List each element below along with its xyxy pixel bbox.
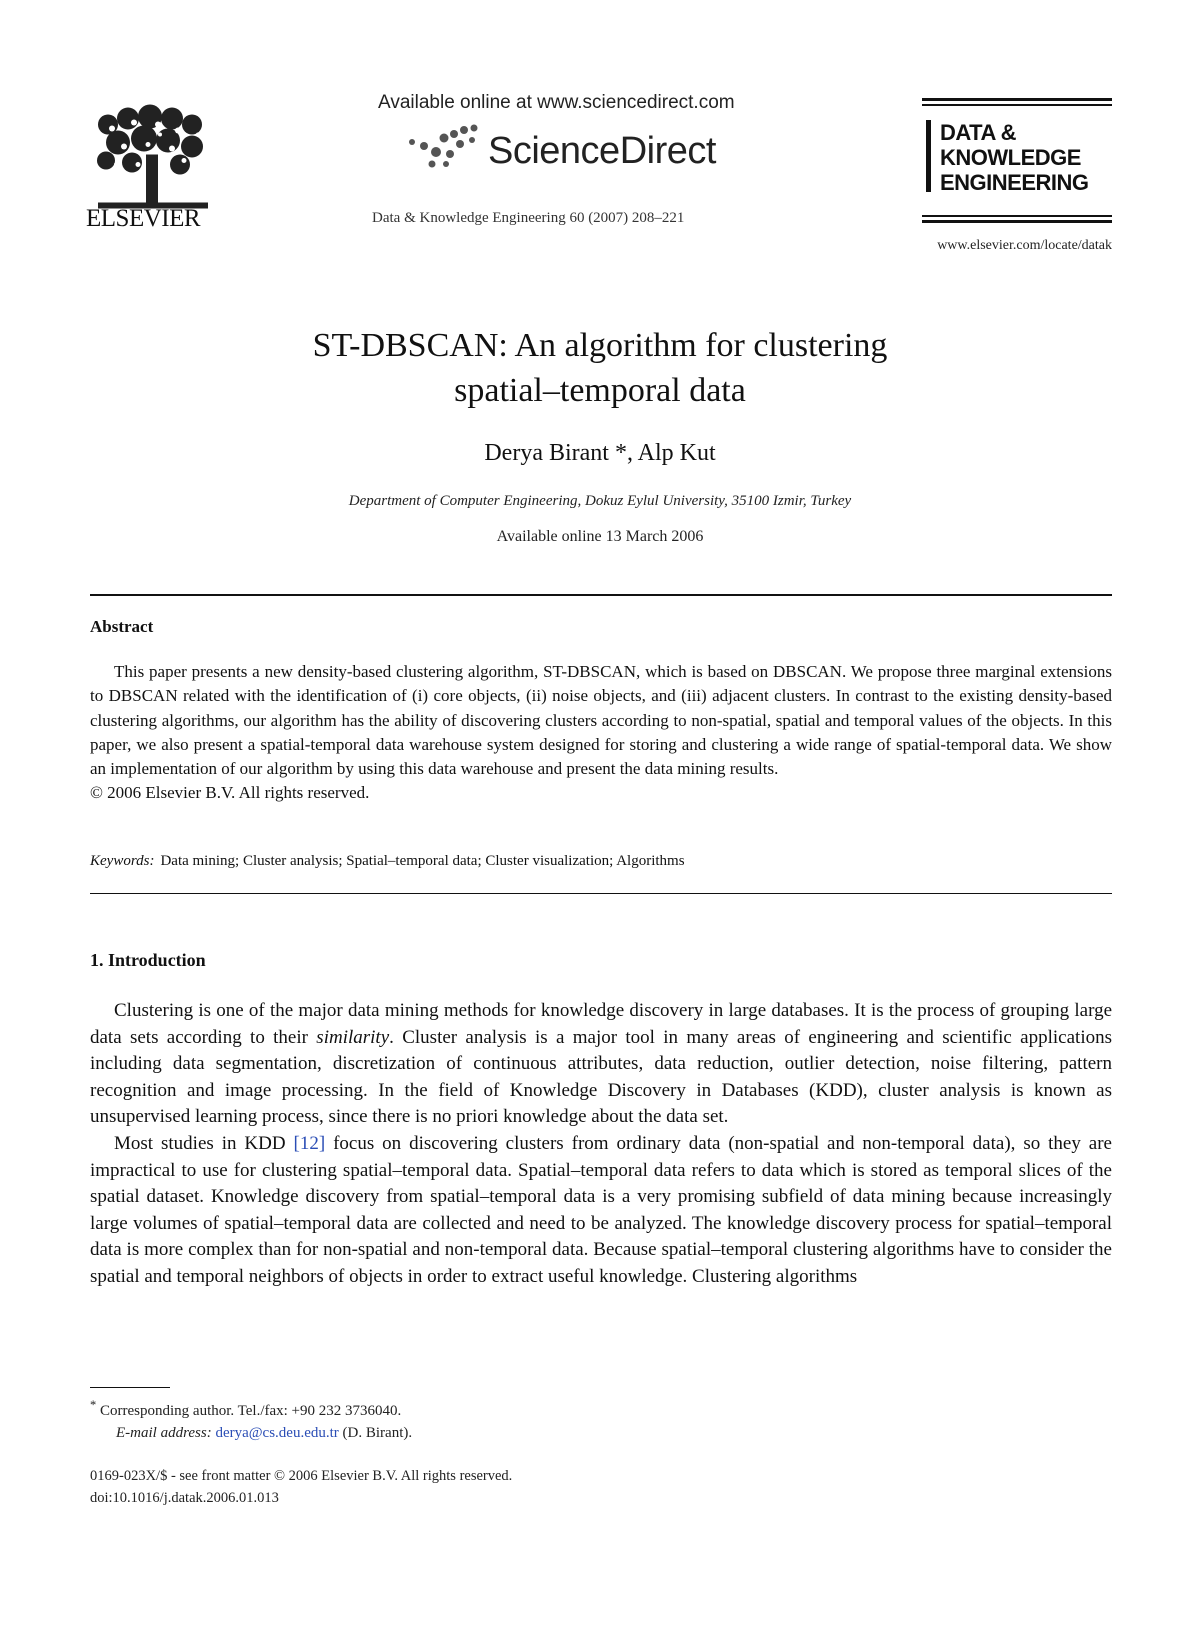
journal-logo-line-2: KNOWLEDGE [940,145,1081,170]
available-date: Available online 13 March 2006 [496,528,704,545]
sciencedirect-dots-icon [404,124,484,168]
footnote [90,1394,990,1444]
footnote-email [90,1422,990,1444]
abstract-bottom-rule [90,893,1112,894]
intro-p2-text-b: focus on discovering clusters from ordinary data (non-spatial and non-temporal data), so they are impractical to use for clustering spatial–temporal data. Spatial–temporal data refers to data which is stored as temporal slices of the spatial dataset. Knowledge discovery from spatial–temporal data is a very promising subfield of data mining because increasingly large volumes of spatial–temporal data are collected and need to be analyzed. The knowledge discovery process for spatial–temporal data is more complex than for non-spatial and non-temporal data. Because spatial–temporal clustering algorithms have to consider the spatial and temporal neighbors of objects in order to extract useful knowledge. Clustering algorithms [90,1132,1112,1287]
intro-p1-emphasis: similarity [316,1026,390,1048]
keywords-label: Keywords: [90,853,155,869]
footnote-corresponding-text: Corresponding author. Tel./fax: +90 232 3736040. [100,1403,402,1419]
reference-link-12[interactable]: [12] [293,1132,326,1154]
introduction-body [90,998,1112,1291]
footnote-corresponding [90,1394,990,1422]
section-heading-introduction: 1. Introduction [90,950,206,970]
journal-logo-rule-bottom-thin [922,215,1112,217]
title-line-2: spatial–temporal data [454,372,746,409]
article-title [0,323,1200,413]
journal-logo-text [940,120,1089,195]
authors: Derya Birant *, Alp Kut [484,440,716,466]
available-online-line[interactable]: Available online at www.sciencedirect.com [378,92,735,113]
abstract-heading: Abstract [90,617,154,636]
abstract-copyright: © 2006 Elsevier B.V. All rights reserved. [90,783,370,803]
affiliation: Department of Computer Engineering, Dokuz Eylul University, 35100 Izmir, Turkey [348,493,852,509]
footnote-rule [90,1387,170,1388]
footnote-marker: * [90,1398,97,1412]
abstract-top-rule [90,594,1112,596]
journal-logo-rule-top [922,98,1112,101]
email-link[interactable]: derya@cs.deu.edu.tr [215,1425,339,1441]
journal-logo-rule-bottom [922,220,1112,223]
journal-logo-line-3: ENGINEERING [940,170,1089,195]
journal-citation: Data & Knowledge Engineering 60 (2007) 208–221 [372,210,685,226]
intro-p1-text-a: Clustering is one of the major data mining methods for knowledge discovery in large databases. It is the process of grouping large data sets according to their [90,1000,1112,1048]
front-matter [90,1465,512,1509]
keywords-list: Data mining; Cluster analysis; Spatial–temporal data; Cluster visualization; Algorithms [160,853,685,869]
issn-line: 0169-023X/$ - see front matter © 2006 Elsevier B.V. All rights reserved. [90,1468,513,1484]
intro-p1-text-b: . Cluster analysis is a major tool in many areas of engineering and scientific applications including data segmentation, discretization of continuous attributes, data reduction, outlier detection, noise filtering, pattern recognition and image processing. In the field of Knowledge Discovery in Databases (KDD), cluster analysis is known as unsupervised learning process, since there is no priori knowledge about the data set. [90,1026,1112,1128]
journal-logo-bar [926,120,931,192]
abstract-body [90,660,1112,806]
journal-logo-rule-top-thin [922,104,1112,106]
email-suffix: (D. Birant). [342,1425,413,1441]
abstract-text: This paper presents a new density-based clustering algorithm, ST-DBSCAN, which is based on DBSCAN. We propose three marginal extensions to DBSCAN related with the identification of (i) core objects, (ii) noise objects, and (iii) adjacent clusters. In contrast to the existing density-based clustering algorithms, our algorithm has the ability of discovering clusters according to non-spatial, spatial and temporal values of the objects. In this paper, we also present a spatial-temporal data warehouse system designed for storing and clustering a wide range of spatial-temporal data. We show an implementation of our algorithm by using this data warehouse and present the data mining results. [90,662,1112,779]
journal-logo-line-1: DATA & [940,120,1017,145]
publisher-logo-text: ELSEVIER [86,205,201,232]
sciencedirect-logo-text: ScienceDirect [488,130,716,172]
journal-logo [922,98,1112,228]
intro-paragraph-1 [90,998,1112,1131]
keywords [90,853,1112,870]
title-line-1: ST-DBSCAN: An algorithm for clustering [312,327,888,364]
intro-paragraph-2 [90,1131,1112,1291]
intro-p2-text-a: Most studies in KDD [114,1132,294,1154]
journal-url-link[interactable]: www.elsevier.com/locate/datak [937,238,1112,253]
email-label: E-mail address: [116,1425,212,1441]
doi-line: doi:10.1016/j.datak.2006.01.013 [90,1490,279,1506]
